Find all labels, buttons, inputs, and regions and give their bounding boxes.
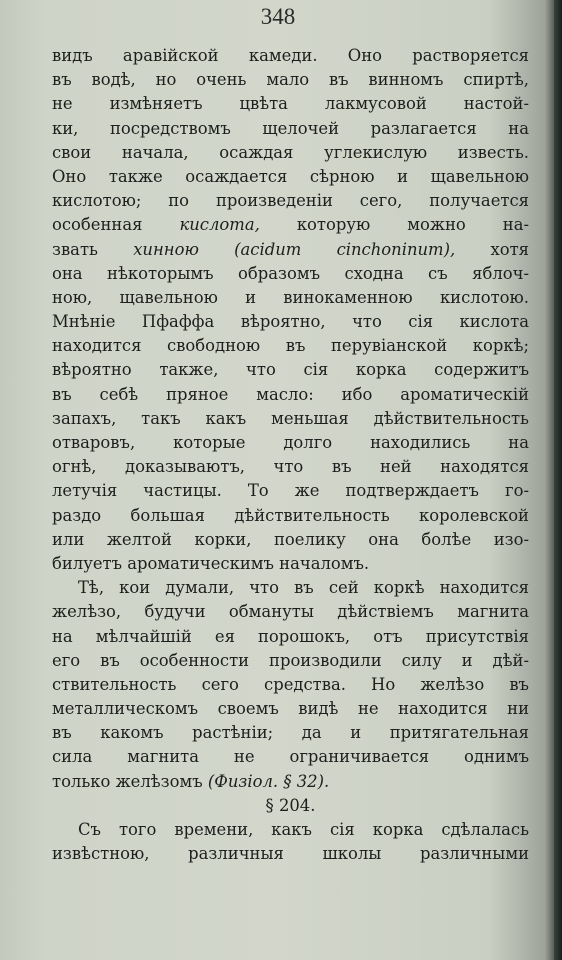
text-run: извѣстною, различныя школы различными [52,844,529,864]
text-line [52,528,529,552]
text-run: на мѣлчайшій ея порошокъ, отъ присутствія [52,626,529,646]
text-line [52,334,529,358]
text-run: находится свободною въ перувіанской коркѣ; [52,336,529,356]
body-text [52,44,529,866]
text-run: раздо большая дѣйствительность королевской [52,505,529,525]
text-run: Съ того времени, какъ сія корка сдѣлалась [78,820,529,839]
text-run: вѣроятно также, что сія корка содержитъ [52,360,529,380]
text-run: Мнѣніе Пфаффа вѣроятно, что сія кислота [52,312,529,332]
text-line [52,189,529,213]
text-line [52,68,529,92]
text-line [52,141,529,165]
text-run: ною, щавельною и винокаменною кислотою. [52,287,529,307]
text-run: кислотою; по произведеніи сего, получается [52,191,529,211]
text-line [52,818,529,842]
text-run: въ себѣ пряное масло: ибо ароматическій [52,384,529,404]
text-run: металлическомъ своемъ видѣ не находится ни [52,699,529,719]
text-line [52,721,529,745]
text-run: видъ аравійской камеди. Оно растворяется [52,46,529,65]
text-line [52,625,529,649]
text-run: Оно также осаждается сѣрною и щавельною [52,166,529,186]
text-line [52,576,529,600]
text-run: особенная [52,215,180,235]
text-run: желѣзо, будучи обмануты дѣйствіемъ магнита [52,602,529,622]
text-line [52,673,529,697]
text-run: въ водѣ, но очень мало въ винномъ спиртѣ, [52,70,529,90]
italic-term: хинною (acidum cinchoninum), [133,239,456,259]
text-line [52,165,529,189]
text-run: она нѣкоторымъ образомъ сходна съ яблоч- [52,263,529,283]
text-line [52,552,529,576]
text-line [52,697,529,721]
page-gutter-shadow [554,0,562,960]
text-run: запахъ, такъ какъ меньшая дѣйствительность [52,408,529,428]
text-line [52,745,529,769]
text-line [52,842,529,866]
text-run: только желѣзомъ [52,771,208,791]
text-line [52,238,529,262]
text-line [52,358,529,382]
text-run: сила магнита не ограничивается однимъ [52,747,529,767]
text-line [52,262,529,286]
italic-term: (Физіол. § 32). [207,771,330,791]
text-run: которую можно на- [259,215,529,235]
text-run: ствительность сего средства. Но желѣзо въ [52,674,529,694]
text-line [52,407,529,431]
text-run: его въ особенности производили силу и дѣй- [52,650,529,670]
text-run: Тѣ, кои думали, что въ сей коркѣ находится [78,578,529,598]
text-run: хотя [455,239,529,259]
text-run: летучія частицы. То же подтверждаетъ го- [52,481,529,501]
text-run: въ какомъ растѣніи; да и притягательная [52,723,529,743]
text-run: не измѣняетъ цвѣта лакмусовой настой- [52,94,529,114]
text-line [52,383,529,407]
text-line [52,649,529,673]
text-line [52,600,529,624]
text-run: или желтой корки, поелику она болѣе изо- [52,529,529,549]
italic-term: кислота, [179,215,260,235]
text-line [52,504,529,528]
page-number: 348 [260,4,296,29]
text-line [52,770,529,794]
text-line [52,479,529,503]
text-line [52,213,529,237]
text-line [52,455,529,479]
text-line [52,431,529,455]
text-run: огнѣ, доказываютъ, что въ ней находятся [52,457,529,477]
text-run: отваровъ, которые долго находились на [52,433,529,452]
text-line [52,117,529,141]
text-run: ки, посредствомъ щелочей разлагается на [52,118,529,138]
text-line [52,92,529,116]
section-heading: § 204. [265,795,316,815]
text-line [52,310,529,334]
text-run: звать [52,239,134,259]
text-line [52,286,529,310]
text-line [52,44,529,68]
text-run: свои начала, осаждая углекислую известь. [52,142,529,162]
text-run: билуетъ ароматическимъ началомъ. [52,553,370,573]
